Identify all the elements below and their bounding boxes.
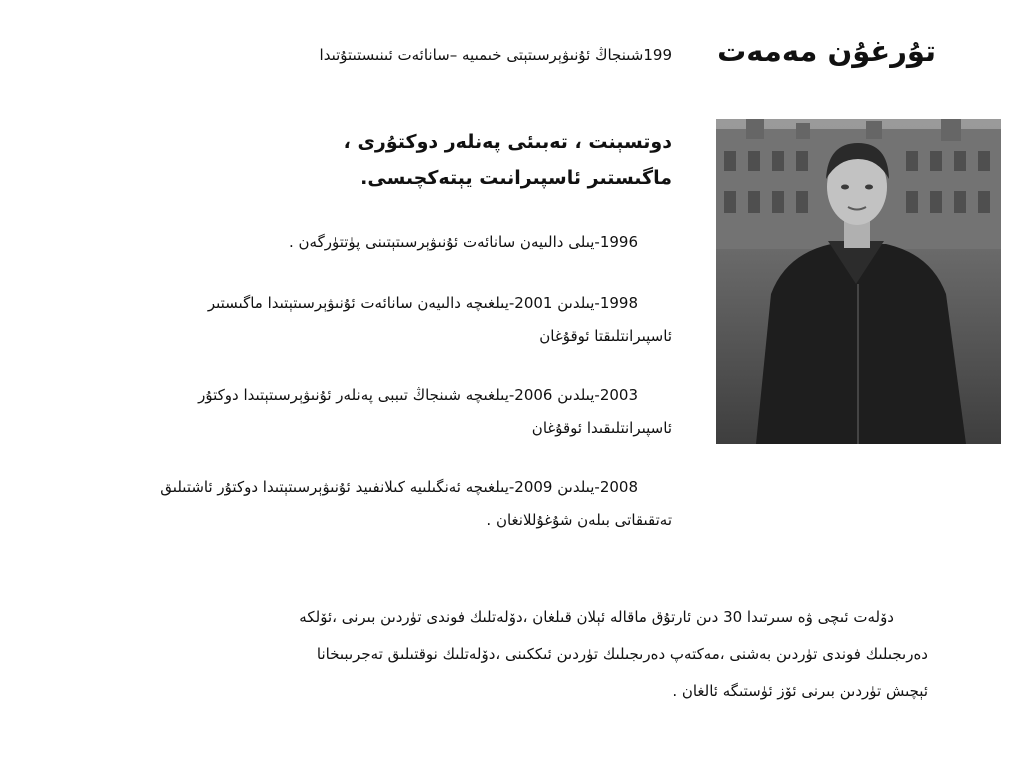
- timeline-entry-1996: [289, 226, 672, 259]
- timeline-entry-line: تەتقىقاتى بىلەن شۇغۇللانغان .: [486, 511, 672, 529]
- timeline-entry-line: 2003-يىلدىن 2006-يىلغىچە شىنجاڭ تىببى پەنلەر ئۇنىۋېرسىتېتىدا دوكتۇر: [198, 386, 638, 404]
- timeline-entry-line: ئاسپىرانتلىقتا ئوقۇغان: [539, 327, 672, 345]
- summary-line: دۆلەت ئىچى ۋە سىرتىدا 30 دىن ئارتۇق ماقالە ئېلان قىلغان ،دۆلەتلىك فوندى تۈردىن بىرنى ،ئۆلكە: [299, 608, 894, 626]
- summary-paragraph: [128, 599, 928, 710]
- timeline-entry-2008: [160, 471, 672, 537]
- degrees-line-1: دوتسېنت ، تەبىئى پەنلەر دوكتۇرى ،: [343, 131, 672, 153]
- timeline-entry-line: ئاسپىرانتلىقىدا ئوقۇغان: [531, 419, 672, 437]
- timeline-entry-2003: [198, 379, 672, 445]
- timeline-entry-line: 2008-يىلدىن 2009-يىلغىچە ئەنگىلىيە كىلانفىيد ئۇنىۋېرسىتېتىدا دوكتۇر ئاشتىلىق: [160, 478, 638, 496]
- timeline-entry-1998: [208, 287, 672, 353]
- degrees-line-2: ماگىستىر ئاسپىرانىت يېتەكچىسى.: [360, 167, 672, 189]
- portrait-photo: [716, 119, 1001, 444]
- page-title: تۇرغۇن مەمەت: [717, 34, 936, 68]
- affiliation-line: 199شىنجاڭ ئۇنىۋېرسىتېتى خىمىيە –سانائەت ئىنىستىتۇتىدا: [319, 46, 672, 64]
- timeline-entry-line: 1996-يىلى دالىيەن سانائەت ئۇنىۋېرسىتېتىنى پۈتتۈرگەن .: [289, 233, 638, 251]
- summary-line: ئېچىش تۈردىن بىرنى ئۆز ئۈستىگە ئالغان .: [672, 682, 928, 700]
- summary-line: دەرىجىلىك فوندى تۈردىن بەشنى ،مەكتەپ دەرىجىلىك تۈردىن ئىككىنى ،دۆلەتلىك نوقتىلىق تەجرىبىخانا: [316, 645, 928, 663]
- timeline-entry-line: 1998-يىلدىن 2001-يىلغىچە دالىيەن سانائەت ئۇنىۋېرسىتېتىدا ماگىستىر: [207, 294, 638, 312]
- degrees-block: [192, 124, 672, 196]
- portrait-photo-icon: [716, 119, 1001, 444]
